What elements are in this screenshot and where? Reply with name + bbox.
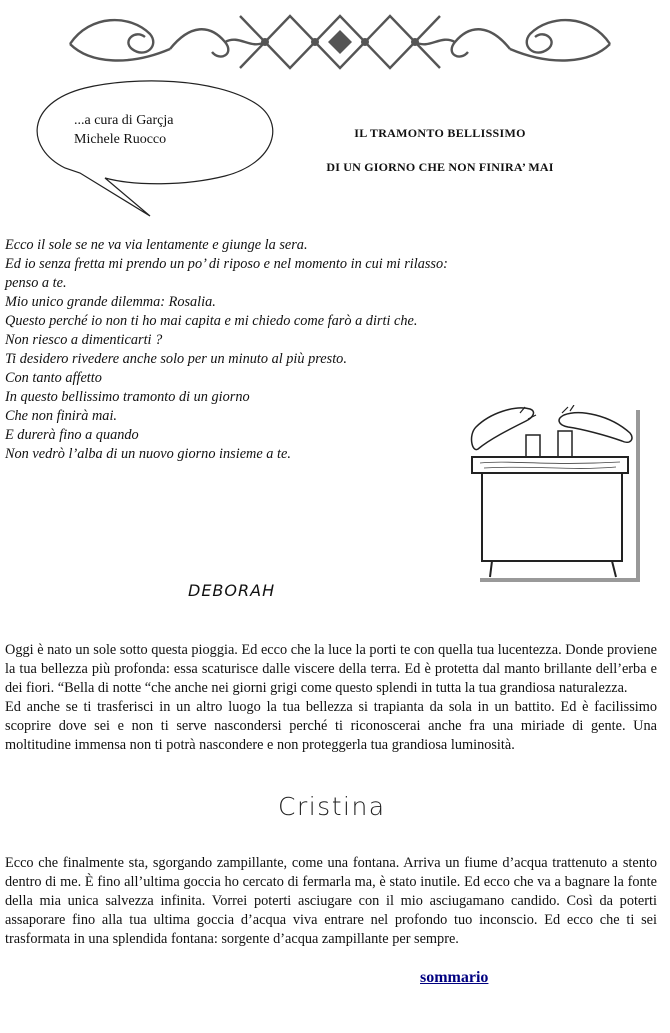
poem-line: Ti desidero rivedere anche solo per un minuto al più presto. xyxy=(5,351,347,367)
sommario-link[interactable]: sommario xyxy=(420,969,489,986)
desk-clipart-icon xyxy=(470,405,650,585)
author-signature: Cristina xyxy=(278,792,386,821)
poem-line: Questo perché io non ti ho mai capita e mi chiedo come farò a dirti che. xyxy=(5,313,418,329)
prose-section xyxy=(5,854,657,949)
poem-line: Non vedrò l’alba di un nuovo giorno insieme a te. xyxy=(5,446,291,462)
poem-line: Che non finirà mai. xyxy=(5,408,117,424)
poem-line: In questo bellissimo tramonto di un giorno xyxy=(5,389,250,405)
poem-line: Ed io senza fretta mi prendo un po’ di riposo e nel momento in cui mi rilasso: xyxy=(5,256,448,272)
page-title: IL TRAMONTO BELLISSIMO xyxy=(354,126,526,140)
author-signature: DEBORAH xyxy=(188,581,276,600)
paragraph: Ecco che finalmente sta, sgorgando zampillante, come una fontana. Arriva un fiume d’acqua trattenuto a stento dentro di me. È fino all’ultima goccia ho cercato di fermarla ma, è stato inutile. Ed ecco che va a bagnare la fonte della mia unica salvezza infinita. Vorrei poterti asciugare con il mio asciugamano candido. Così da poterti assaporare fino alla tua ultima goccia d’acqua viva entrare nel profondo tuo inconscio. Ed ecco che ti sei trasformata in una splendida fontana: sorgente d’acqua zampillante per sempre. xyxy=(5,855,657,947)
paragraph: Ed anche se ti trasferisci in un altro luogo la tua bellezza si trapianta da sola in un battito. Ed è facilissimo scoprire dove sei e non ti serve nascondersi perché ti riconoscerai anche fra una miriade di gente. Una moltitudine immensa non ti potrà nascondere e non proteggerla tua grandiosa luminosità. xyxy=(5,699,657,753)
paragraph: Oggi è nato un sole sotto questa pioggia. Ed ecco che la luce la porti te con quella tua lucentezza. Donde proviene la tua bellezza più profonda: essa scaturisce dalle viscere della terra. Ed è protetta dal manto brillante dell’erba e dei fiori. “Bella di notte “che anche nei giorni grigi come questo splendi in tutta la tua grandiosa naturalezza. xyxy=(5,642,657,696)
page-subtitle: DI UN GIORNO CHE NON FINIRA’ MAI xyxy=(326,160,554,174)
poem-line: Non riesco a dimenticarti ? xyxy=(5,332,163,348)
ornamental-divider-icon xyxy=(60,4,620,74)
poem-line: Mio unico grande dilemma: Rosalia. xyxy=(5,294,216,310)
credit-line-2: Michele Ruocco xyxy=(74,132,167,147)
poem-line: Ecco il sole se ne va via lentamente e giunge la sera. xyxy=(5,237,308,253)
credit-line-1: ...a cura di Garçja xyxy=(74,113,174,128)
poem-line: penso a te. xyxy=(5,275,67,291)
bubble-credit xyxy=(74,111,244,149)
prose-section xyxy=(5,641,657,755)
poem-line: Con tanto affetto xyxy=(5,370,102,386)
poem-line: E durerà fino a quando xyxy=(5,427,139,443)
